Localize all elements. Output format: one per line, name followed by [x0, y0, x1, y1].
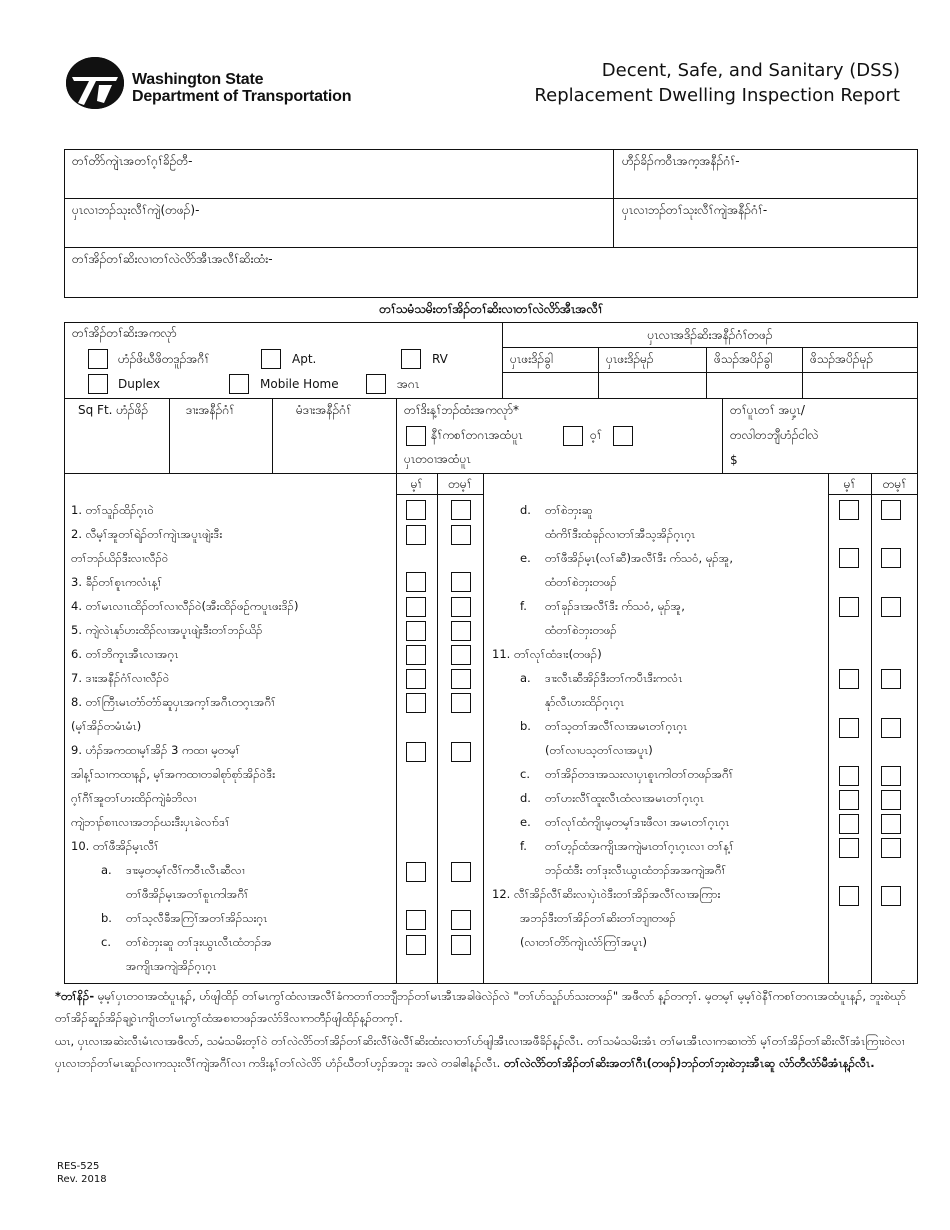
list-item: 12. လီၢ်အိၣ်လီၢ်ဆိးလၢပှဲၤဝဲဒီးတၢ်အိၣ်အလီၢ်လၢအကြား: [492, 887, 721, 901]
list-item: တၢ်ဖီအိၣ်မ့ၤအတၢ်စူၤကါအဂီၢ်: [126, 887, 249, 901]
item-8-yes-checkbox[interactable]: [406, 693, 426, 713]
list-item: e.: [520, 551, 531, 565]
report-title: [534, 58, 900, 108]
title-line-2: Replacement Dwelling Inspection Report: [534, 85, 900, 106]
yes-header-left: မ့ၢ်: [410, 477, 423, 491]
item-10b-no-checkbox[interactable]: [451, 910, 471, 930]
no-header-left: တမ့ၢ်: [448, 477, 472, 491]
project-info-box: [64, 149, 918, 298]
list-item: တၢ်အိၣ်တဒၢအသးလၢပှၤစူၤကါတၢ်တဖၣ်အဂီၢ်: [545, 767, 734, 781]
list-item: a.: [520, 671, 531, 685]
apt-checkbox[interactable]: [261, 349, 281, 369]
certification-text: ယၤ, ပှၤလၢအဆဲးလီၤမံၤလၢအဖီလာ်, သမံသမိးတ့ၢ်ဝဲ တၢ်လဲလိာ်တၢ်အိၣ်တၢ်ဆိးလီၢ်ဖဲလီၢ်ဆိးထံးလၢတၢ်ပာ်ဖျါအီၤလၢအဖီခိၣ်န့ၣ်လီၤ. တၢ်သမံသမိးအံၤ တၢ်မၤအီၤလၢကဆၢတဲာ် မ့ၢ်တၢ်အိၣ်တၢ်ဆိးလီၢ်အံၤကြၢးဝဲလၢ ပှၤလၢဘၣ်တၢ်မၤဆူၣ်လၢကသုးလီၢ်ကျဲအဂီၢ်လၢ ကဒိးန့ၢ်တၢ်လဲလိာ် ဟံၣ်ဃီတၢ်ဟ့ၣ်အဘူး အလဲ တခါဧါန့ၣ်လီၤ.: [55, 1034, 905, 1070]
occupants-label: ပှၤလၢအဒိၣ်ဆိးအနီၣ်ဂံၢ်တဖၣ်: [647, 328, 773, 342]
or-checkbox[interactable]: [563, 426, 583, 446]
displacee-name-field[interactable]: ပှၤလၢဘၣ်သုးလီၢ်ကျဲ(တဖၣ်)-: [72, 203, 200, 217]
list-item: d.: [520, 791, 531, 805]
owner-checkbox[interactable]: [406, 426, 426, 446]
list-item: b.: [101, 911, 112, 925]
child-male-header: ဖိသၣ်အပိၣ်ခွါ: [714, 352, 773, 366]
organization-name: [132, 71, 351, 105]
item-8-no-checkbox[interactable]: [451, 693, 471, 713]
tenant-label: ပှၤတဝၢအထံပူၤ: [404, 452, 471, 466]
list-item: 10. တၢ်ဖီအိၣ်မ့ၤလီၢ်: [71, 839, 159, 853]
displacee-number-field[interactable]: ပှၤလၢဘၣ်တၢ်သုးလီၢ်ကျဲအနီၣ်ဂံၢ်-: [622, 203, 768, 217]
item-10f-no-checkbox[interactable]: [881, 597, 901, 617]
mobile-home-label: Mobile Home: [260, 377, 339, 391]
list-item: c.: [101, 935, 111, 949]
certification-bold: တၢ်လဲလိာ်တၢ်အိၣ်တၢ်ဆိးအတၢ်ဂီၤ(တဖၣ်)ဘၣ်တၢ်ဘှးစဲဘှးအီၤဆူ လံာ်တီလံာ်မီအံၤန့ၣ်လီၤ.: [504, 1056, 875, 1070]
item-11b-yes-checkbox[interactable]: [839, 718, 859, 738]
list-item: (မ့ၢ်အိၣ်တမံၤမံၤ): [71, 719, 142, 733]
list-item: တၢ်စဲဘှးဆူ: [545, 503, 593, 517]
other-type-label: အဂၤ: [397, 377, 420, 391]
rv-checkbox[interactable]: [401, 349, 421, 369]
bedrooms-label: မံဒၢးအနီၣ်ဂံၢ်: [296, 403, 352, 417]
rooms-label: ဒၢးအနီၣ်ဂံၢ်: [186, 403, 235, 417]
no-header-right: တမ့ၢ်: [882, 477, 907, 491]
item-12-no-checkbox[interactable]: [881, 886, 901, 906]
item-10b-yes-checkbox[interactable]: [406, 910, 426, 930]
item-2-no-checkbox[interactable]: [451, 525, 471, 545]
rv-label: RV: [432, 352, 448, 366]
list-item: တၢ်သ့လီခီအကြၢ်အတၢ်အိၣ်သးဂ့ၤ: [126, 911, 268, 925]
item-10d-yes-checkbox[interactable]: [839, 500, 859, 520]
form-revision: Rev. 2018: [57, 1174, 107, 1185]
rent-currency[interactable]: $: [730, 453, 738, 467]
org-line-2: Department of Transportation: [132, 88, 352, 105]
list-item: တၢ်ခုၣ်ဒၢအလီၢ်ဒီး က်သဝံ, မုၣ်အူ,: [545, 599, 685, 613]
list-item: ထံတၢ်စဲဘှးတဖၣ်: [545, 575, 617, 589]
list-item: တၢ်ဟ့ၣ်ထံအကျိၤအကျဲမၤတၢ်ဂ့ၤဂ့ၤလၢ တၢ်န့ၢ်: [545, 839, 735, 853]
list-item: ဒၢးလီၤဆီအိၣ်ဒီးတၢ်ကပီၤဒီးကလံၤ: [545, 671, 683, 685]
owner-label: နီၢ်ကစၢ်တဂၤအထံပူၤ: [431, 428, 523, 442]
list-item: တၢ်ဘၣ်ယိၣ်ဒီးလၢလီၣ်ဝဲ: [71, 551, 169, 565]
list-item: 8. တၢ်ကြီၤမၤတံာ်တံာ်ဆူပှၤအက့ၢ်အဂီၤတဂ့ၤအဂီၢ်: [71, 695, 276, 709]
item-4-no-checkbox[interactable]: [451, 597, 471, 617]
item-11b-no-checkbox[interactable]: [881, 718, 901, 738]
item-5-no-checkbox[interactable]: [451, 621, 471, 641]
project-name-field[interactable]: တၢ်တိာ်ကျဲၤအတၢ်ဂ့ၢ်ခိဉ်တီ-: [72, 154, 193, 168]
tenant-checkbox[interactable]: [613, 426, 633, 446]
list-item: အဘၣ်ဒီးတၢ်အိၣ်တၢ်ဆိးတၢ်ဘျၢတဖၣ်: [520, 911, 676, 925]
item-12-yes-checkbox[interactable]: [839, 886, 859, 906]
certification: [55, 1030, 907, 1074]
dwelling-type-label: တၢ်အိၣ်တၢ်ဆိးအကလုာ်: [72, 326, 177, 340]
list-item: 1. တၢ်သူၣ်ထိၣ်ဂ့ၤဝဲ: [71, 503, 154, 517]
footnote-text: မ့မ့ၢ်ပှၤတဝၢအထံပူၤန့ၣ်, ဟ်ဖျါထိၣ် တၢ်မၤကွၢ်ထံလၢအလီၢ်ခံကတၢၢ်တဘျီဘၣ်တၢ်မၤအီၤအခါဖဲလဲၣ်လဲ "တၢ်ပာ်သူၣ်ပာ်သးတဖၣ်" အဖီလာ် န့ၣ်တက့ၢ်. မ့တမ့ၢ် မ့မ့ၢ်ဝဲနီၢ်ကစၢ်တဂၤအထံပူၤန့ၣ်, ဘူးစဲဃုာ် တၢ်အိၣ်ဆူၣ်အိၣ်ချ့ဝဲၤကျိၤတၢ်မၤကွၢ်ထံအစၢတဖၣ်အလံာ်ဒိလၢကတီၣ်ဖျါထိၣ်န့ၣ်တက့ၢ်.: [55, 989, 907, 1025]
item-10c-no-checkbox[interactable]: [451, 935, 471, 955]
yes-header-right: မ့ၢ်: [843, 477, 856, 491]
item-11a-no-checkbox[interactable]: [881, 669, 901, 689]
sqft-label: Sq Ft. ဟံၣ်ဖိၣ်: [78, 403, 149, 417]
list-item: 5. ကျဲလဲၤနုာ်ဟးထိၣ်လၢအပူၤဖျဲးဒီးတၢ်ဘၣ်ယိၣ်: [71, 623, 263, 637]
item-11d-yes-checkbox[interactable]: [839, 790, 859, 810]
list-item: f.: [520, 599, 527, 613]
list-item: တၢ်လုၢ်ထံကျိၤမ့တမ့ၢ်ဒၢးဖီလၢ အမၤတၢ်ဂ့ၤဂ့ၤ: [545, 815, 730, 829]
item-11e-yes-checkbox[interactable]: [839, 814, 859, 834]
item-3-no-checkbox[interactable]: [451, 572, 471, 592]
rent-label-1: တၢ်ပူၤတၢ် အပှ့ၤ/: [730, 403, 805, 417]
ownership-label: တၢ်ဒိးန့ၢ်ဘၣ်ထံးအကလုာ်*: [404, 403, 519, 417]
list-item: 9. ဟံၣ်အကထၢမ့ၢ်အိၣ် 3 ကထၢ မ့တမ့ၢ်: [71, 743, 241, 757]
list-item: 3. ခီၣ်တၢ်စူၤကလံၤန့ၢ်: [71, 575, 163, 589]
adult-male-header: ပှၤဖးဒိၣ်ခွါ: [510, 352, 553, 366]
list-item: b.: [520, 719, 531, 733]
list-item: c.: [520, 767, 530, 781]
title-line-1: Decent, Safe, and Sanitary (DSS): [601, 60, 900, 81]
section-title: တၢ်သမံသမိးတၢ်အိၣ်တၢ်ဆိးလၢတၢ်လဲလိာ်အီၤအလီၢ်: [379, 302, 603, 316]
duplex-checkbox[interactable]: [88, 374, 108, 394]
list-item: အါန့ၢ်သၢကထၢန့ၣ်, မ့ၢ်အကထၢတခါစုာ်စုာ်အိၣ်ဝဲဒီး: [71, 767, 276, 781]
item-10e-yes-checkbox[interactable]: [839, 548, 859, 568]
item-10c-yes-checkbox[interactable]: [406, 935, 426, 955]
list-item: f.: [520, 839, 527, 853]
item-10d-no-checkbox[interactable]: [881, 500, 901, 520]
list-item: (တၢ်လၢပသ့တၢ်လၢအပူၤ): [545, 743, 653, 757]
footnote-star: *တၢ်နိၣ်-: [55, 989, 95, 1003]
footnote: [55, 985, 907, 1029]
list-item: ကျဲဘၢၣ်စၢၤလၢအဘၣ်ဃးဒီးပှၤခဲလၢာ်ဒၢ်: [71, 815, 230, 829]
list-item: ဒၢးမ့တမ့ၢ်လီၢ်ကဝီၤလီၤဆီလၢ: [126, 863, 245, 877]
item-11a-yes-checkbox[interactable]: [839, 669, 859, 689]
mobile-home-checkbox[interactable]: [229, 374, 249, 394]
single-family-label: ဟံၣ်ဖိဃီဖိတဒူၣ်အဂီၢ်: [118, 352, 210, 366]
item-10a-no-checkbox[interactable]: [451, 862, 471, 882]
org-line-1: Washington State: [132, 71, 264, 88]
item-10f-yes-checkbox[interactable]: [839, 597, 859, 617]
item-4-yes-checkbox[interactable]: [406, 597, 426, 617]
list-item: ထံကိၢ်ဒီးထံခုၣ်လၢတၢ်အီသ့အိၣ်ဂ့ၤဂ့ၤ: [545, 527, 696, 541]
item-7-no-checkbox[interactable]: [451, 669, 471, 689]
item-10a-yes-checkbox[interactable]: [406, 862, 426, 882]
list-item: 11. တၢ်လုၢ်ထံဒၢး(တဖၣ်): [492, 647, 602, 661]
child-female-header: ဖိသၣ်အပိၣ်မုၣ်: [810, 352, 874, 366]
apt-label: Apt.: [292, 352, 317, 366]
item-11c-yes-checkbox[interactable]: [839, 766, 859, 786]
item-1-no-checkbox[interactable]: [451, 500, 471, 520]
list-item: တၢ်သ့တၢ်အလီၢ်လၢအမၤတၢ်ဂ့ၤဂ့ၤ: [545, 719, 688, 733]
single-family-checkbox[interactable]: [88, 349, 108, 369]
list-item: တၢ်စဲဘှးဆူ တၢ်ဒုးယွၤလီၤထံဘၣ်အ: [126, 935, 272, 949]
list-item: ဘၣ်ထံဒီး တၢ်ဒုးလီၤယွၤထံဘၣ်အအကျဲအဂီၢ်: [545, 863, 727, 877]
list-item: 6. တၢ်ဘိကူၤအီၤလၢအဂ့ၤ: [71, 647, 179, 661]
list-item: ထံတၢ်စဲဘှးတဖၣ်: [545, 623, 617, 637]
item-11c-no-checkbox[interactable]: [881, 766, 901, 786]
item-1-yes-checkbox[interactable]: [406, 500, 426, 520]
list-item: d.: [520, 503, 531, 517]
item-11f-no-checkbox[interactable]: [881, 838, 901, 858]
rent-label-2: တလါတဘျီဟံၣ်ငါလဲ: [730, 428, 819, 442]
duplex-label: Duplex: [118, 377, 161, 391]
list-item: a.: [101, 863, 112, 877]
item-10e-no-checkbox[interactable]: [881, 548, 901, 568]
list-item: နုာ်လီၤဟးထိၣ်ဂ့ၤဂ့ၤ: [545, 695, 625, 709]
list-item: 7. ဒၢးအနီၣ်ဂံၢ်လၢလီၣ်ဝဲ: [71, 671, 170, 685]
form-code: RES-525: [57, 1161, 100, 1172]
item-9-no-checkbox[interactable]: [451, 742, 471, 762]
parcel-number-field[interactable]: ဟီၣ်ခိၣ်ကဝီၤအက့အနီၣ်ဂံၢ်-: [622, 154, 740, 168]
item-11d-no-checkbox[interactable]: [881, 790, 901, 810]
item-6-no-checkbox[interactable]: [451, 645, 471, 665]
list-item: တၢ်ဖီအိၣ်မ့ၤ(လၢ်ဆီ)အလီၢ်ဒီး က်သဝံ, မုၣ်အူ,: [545, 551, 734, 565]
list-item: ဂ့ၢ်ဂီၢ်အူတၢ်ဟးထိၣ်ကျဲခံဘိလၢ: [71, 791, 197, 805]
adult-female-header: ပှၤဖးဒိၣ်မုၣ်: [606, 352, 654, 366]
wsdot-logo-icon: [66, 57, 124, 109]
other-type-checkbox[interactable]: [366, 374, 386, 394]
item-11f-yes-checkbox[interactable]: [839, 838, 859, 858]
item-5-yes-checkbox[interactable]: [406, 621, 426, 641]
list-item: (လၢတၢ်တိာ်ကျဲၤလံာ်ကြၢ်အပူၤ): [520, 935, 647, 949]
dwelling-address-field[interactable]: တၢ်အိၣ်တၢ်ဆိးလၢတၢ်လဲလိာ်အီၤအလီၢ်ဆိးထံး-: [72, 252, 273, 266]
item-9-yes-checkbox[interactable]: [406, 742, 426, 762]
list-item: 2. လီမ့ၢ်အူတၢ်ရဲၣ်တၢ်ကျဲၤအပူၤဖျဲးဒီး: [71, 527, 223, 541]
list-item: တၢ်ဟးလီၢ်ထူးလီၤထံလၢအမၤတၢ်ဂ့ၤဂ့ၤ: [545, 791, 704, 805]
list-item: 4. တၢ်မၤလၢၤထိၣ်တၢ်လၢလီၣ်ဝဲ(အီးထိၣ်ဖဉ်ကပူၤဖးဒိၣ်): [71, 599, 299, 613]
item-7-yes-checkbox[interactable]: [406, 669, 426, 689]
item-3-yes-checkbox[interactable]: [406, 572, 426, 592]
list-item: e.: [520, 815, 531, 829]
or-label: ဝ့ၢ်: [590, 428, 602, 442]
item-11e-no-checkbox[interactable]: [881, 814, 901, 834]
item-6-yes-checkbox[interactable]: [406, 645, 426, 665]
item-2-yes-checkbox[interactable]: [406, 525, 426, 545]
list-item: အကျိၤအကျဲအိၣ်ဂ့ၤဂ့ၤ: [126, 959, 217, 973]
